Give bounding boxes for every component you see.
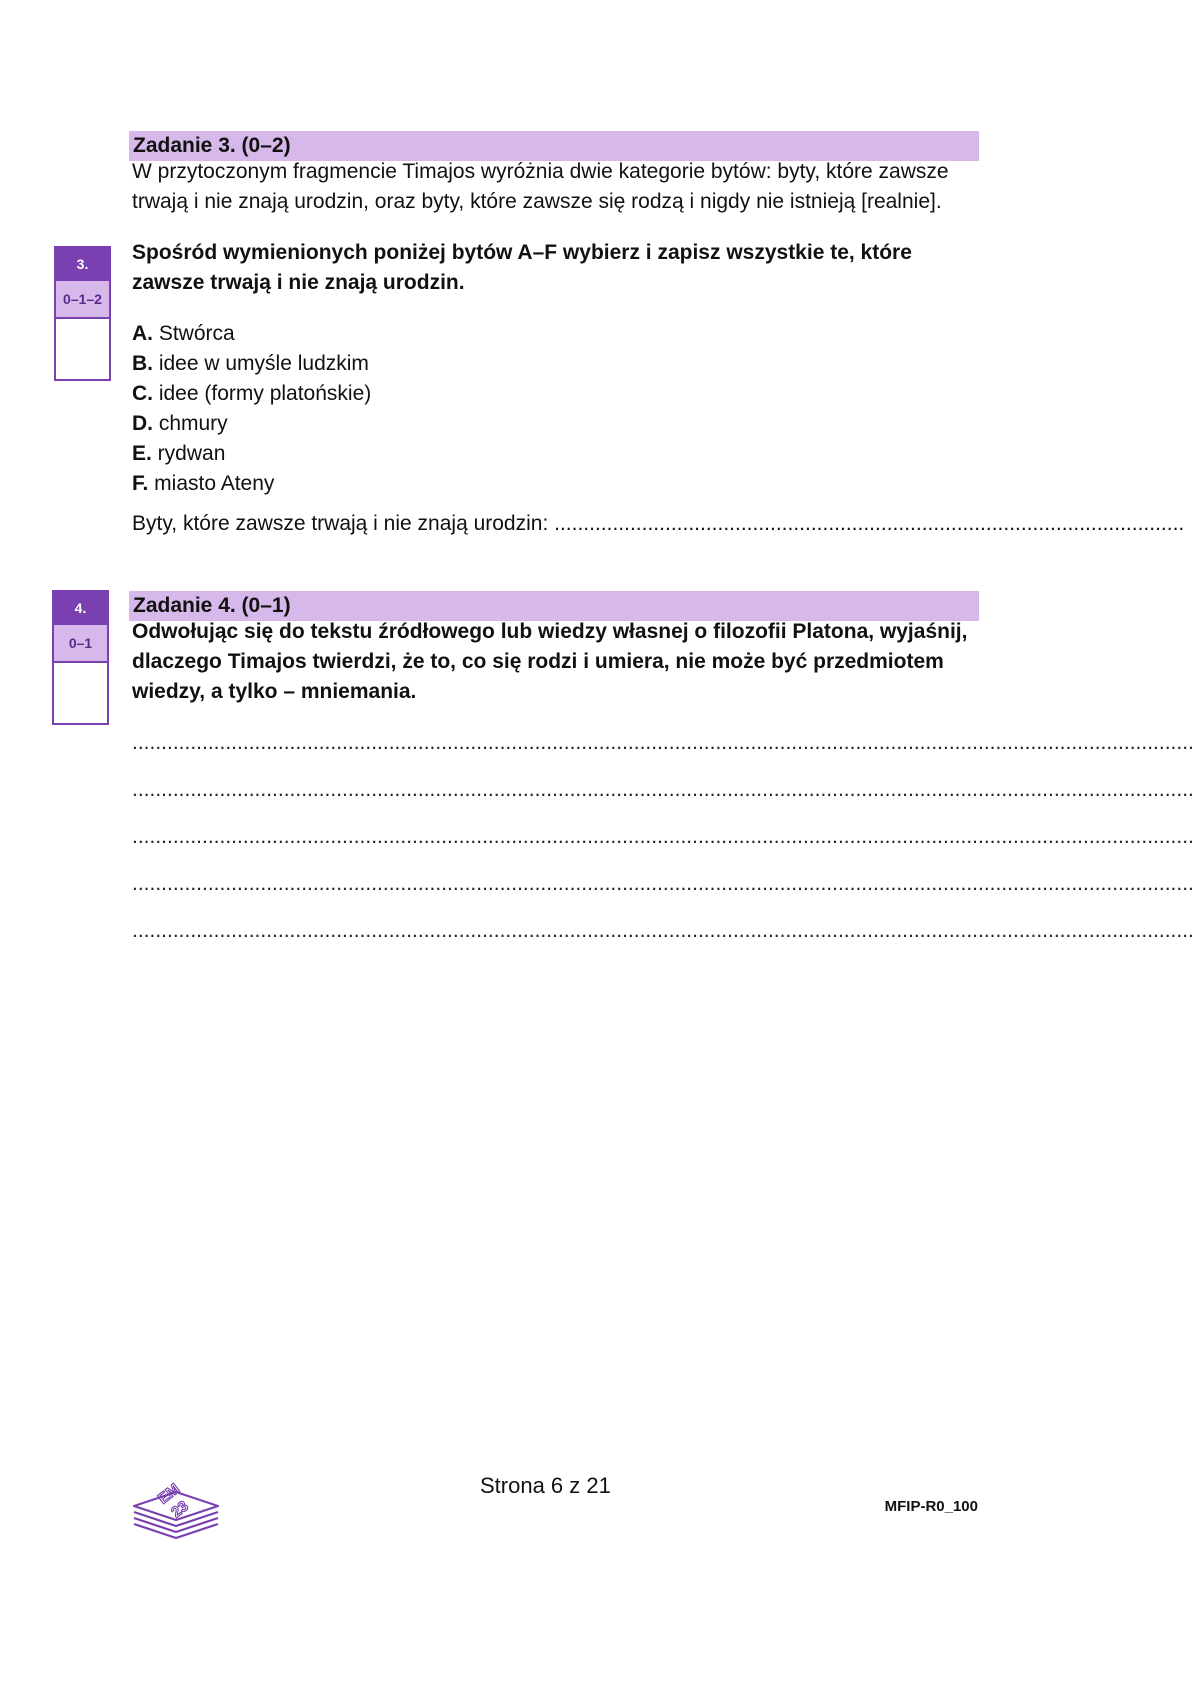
document-code: MFIP-R0_100 [884, 1498, 978, 1515]
option-e: E. rydwan [132, 442, 226, 465]
svg-text:EM: EM [154, 1480, 184, 1508]
task3-options-list [132, 319, 732, 499]
task4-answer-line-1[interactable]: ...................................................................................................................................................................................... [132, 731, 1194, 754]
task4-answer-line-3[interactable]: ...................................................................................................................................................................................... [132, 825, 1194, 848]
task4-instruction: Odwołując się do tekstu źródłowego lub wiedzy własnej o filozofii Platona, wyjaśnij, dlaczego Timajos twierdzi, że to, co się rodzi i umiera, nie może być przedmiotem wiedzy, a tylko – mniemania. [132, 620, 968, 703]
task3-answer-row [132, 509, 1185, 539]
task4-answer-line-4[interactable]: ...................................................................................................................................................................................... [132, 872, 1194, 895]
task3-header: Zadanie 3. (0–2) [129, 131, 979, 161]
task3-score-box [54, 246, 111, 381]
task4-answer-line-5[interactable]: ...................................................................................................................................................................................... [132, 919, 1194, 942]
task4-header: Zadanie 4. (0–1) [129, 591, 979, 621]
task3-score-number: 3. [56, 248, 109, 280]
task3-instruction: Spośród wymienionych poniżej bytów A–F wybierz i zapisz wszystkie te, które zawsze trwają i nie znają urodzin. [132, 241, 912, 294]
task4-score-field[interactable] [54, 663, 107, 723]
option-b: B. idee w umyśle ludzkim [132, 352, 369, 375]
svg-text:23: 23 [168, 1497, 192, 1522]
task3-answer-label: Byty, które zawsze trwają i nie znają urodzin: [132, 512, 555, 535]
em23-logo [128, 1470, 224, 1540]
task4-score-number: 4. [54, 592, 107, 624]
em23-logo-icon [128, 1470, 224, 1540]
task4-score-box [52, 590, 109, 725]
task3-score-field[interactable] [56, 319, 109, 379]
task3-intro: W przytoczonym fragmencie Timajos wyróżnia dwie kategorie bytów: byty, które zawsze trwają i nie znają urodzin, oraz byty, które zawsze się rodzą i nigdy nie istnieją [realnie]. [132, 160, 949, 213]
option-f: F. miasto Ateny [132, 472, 275, 495]
task3-answer-line[interactable]: ............................................................................................................ [554, 512, 1185, 535]
task3-score-points: 0–1–2 [56, 280, 109, 319]
task4-score-points: 0–1 [54, 624, 107, 663]
option-c: C. idee (formy platońskie) [132, 382, 372, 405]
option-a: A. Stwórca [132, 322, 235, 345]
option-d: D. chmury [132, 412, 228, 435]
task4-answer-line-2[interactable]: ...................................................................................................................................................................................... [132, 778, 1194, 801]
page-number: Strona 6 z 21 [480, 1473, 611, 1498]
